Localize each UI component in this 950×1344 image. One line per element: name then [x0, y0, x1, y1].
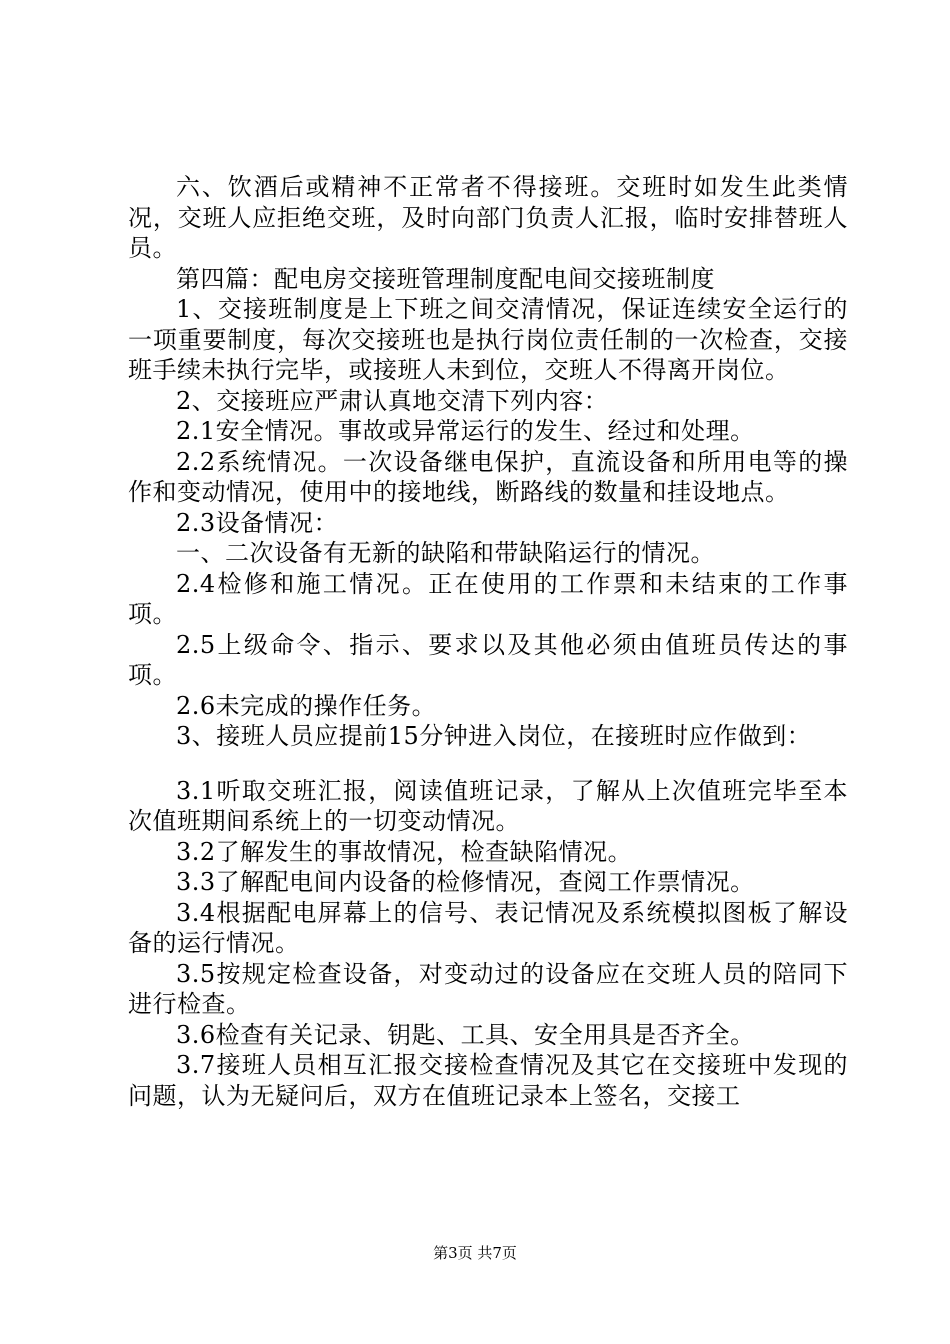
page-number-footer: 第3页 共7页: [433, 1244, 517, 1262]
paragraph-2-5: 2.5上级命令、指示、要求以及其他必须由值班员传达的事项。: [128, 630, 848, 689]
paragraph-1: 1、交接班制度是上下班之间交清情况，保证连续安全运行的一项重要制度，每次交接班也是执行岗位责任制的一次检查，交接班手续未执行完毕，或接班人未到位，交班人不得离开岗位。: [128, 295, 848, 384]
section-heading: 第四篇：配电房交接班管理制度配电间交接班制度: [176, 264, 715, 293]
paragraph-2-2: 2.2系统情况。一次设备继电保护，直流设备和所用电等的操作和变动情况，使用中的接地线，断路线的数量和挂设地点。: [128, 447, 848, 506]
paragraph-2-3-detail: 一、二次设备有无新的缺陷和带缺陷运行的情况。: [176, 539, 715, 567]
paragraph-3-5: 3.5按规定检查设备，对变动过的设备应在交班人员的陪同下进行检查。: [128, 959, 848, 1018]
paragraph-item-6: 六、饮酒后或精神不正常者不得接班。交班时如发生此类情况，交班人应拒绝交班，及时向部门负责人汇报，临时安排替班人员。: [128, 173, 848, 262]
paragraph-3-4: 3.4根据配电屏幕上的信号、表记情况及系统模拟图板了解设备的运行情况。: [128, 898, 848, 957]
paragraph-3-7: 3.7接班人员相互汇报交接检查情况及其它在交接班中发现的问题，认为无疑问后，双方在值班记录本上签名，交接工: [128, 1051, 848, 1110]
paragraph-3-1: 3.1听取交班汇报，阅读值班记录，了解从上次值班完毕至本次值班期间系统上的一切变动情况。: [128, 776, 848, 835]
document-body: [128, 172, 848, 1111]
paragraph-2-3: 2.3设备情况：: [176, 508, 339, 537]
paragraph-2-6: 2.6未完成的操作任务。: [176, 691, 437, 720]
paragraph-3: 3、接班人员应提前15分钟进入岗位，在接班时应作做到：: [176, 722, 812, 750]
paragraph-3-3: 3.3了解配电间内设备的检修情况，查阅工作票情况。: [176, 868, 755, 896]
paragraph-2-1: 2.1安全情况。事故或异常运行的发生、经过和处理。: [176, 417, 755, 445]
paragraph-3-2: 3.2了解发生的事故情况，检查缺陷情况。: [176, 837, 633, 866]
blank-line: [128, 752, 848, 776]
paragraph-2-4: 2.4检修和施工情况。正在使用的工作票和未结束的工作事项。: [128, 569, 848, 628]
paragraph-2: 2、交接班应严肃认真地交清下列内容：: [176, 386, 609, 415]
paragraph-3-6: 3.6检查有关记录、钥匙、工具、安全用具是否齐全。: [176, 1020, 755, 1049]
